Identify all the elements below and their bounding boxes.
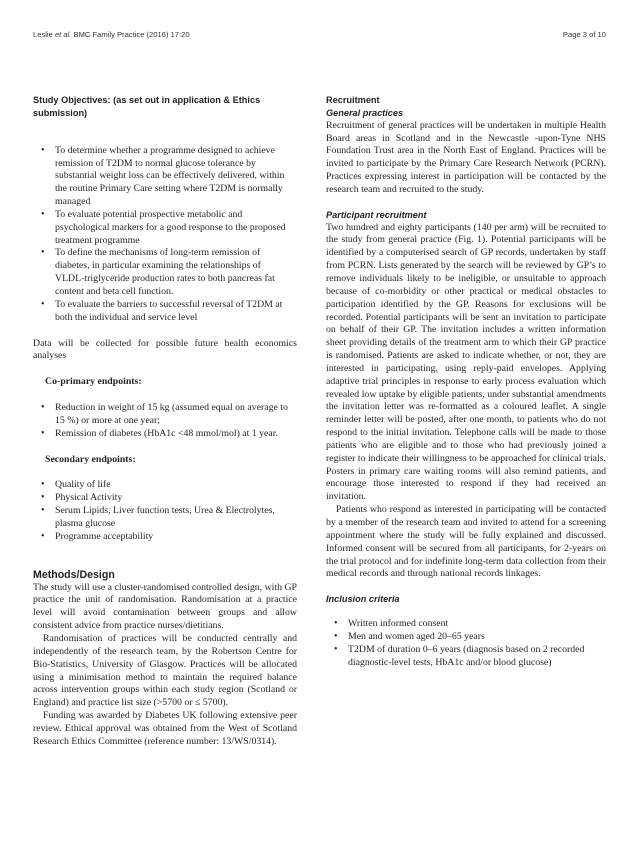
running-header-citation: Leslie et al. BMC Family Practice (2016) 17:20 <box>33 30 190 39</box>
methods-paragraph-2: Randomisation of practices will be conducted centrally and independently of the research team, by the Robertson Centre for Bio-Statistics, University of Glasgow. Practices will be allocated using a minimisation method to maintain the required balance across intervention groups within each study region (Scotland or England) and practice list size (>5700 or ≤ 5700). <box>33 633 297 709</box>
participant-paragraph-2: Patients who respond as interested in participating will be contacted by a member of the research team and invited to attend for a screening appointment where the study will be fully explained and discussed. Informed consent will be secured from all participants, for 2-years on the trial protocol and for indefinite long-term data collection from their medical records and through national records linkages. <box>326 504 606 580</box>
list-item: • Programme acceptability <box>33 531 297 544</box>
participant-recruitment-heading: Participant recruitment <box>326 209 427 220</box>
list-item: • Written informed consent <box>326 618 606 631</box>
recruitment-heading: Recruitment <box>326 95 380 105</box>
methods-paragraph-3: Funding was awarded by Diabetes UK following extensive peer review. Ethical approval was obtained from the West of Scotland Research Ethics Committee (reference number: 13/WS/0314). <box>33 710 297 747</box>
list-item: • To determine whether a programme designed to achieve remission of T2DM to normal glucose tolerance by substantial weight loss can be effectively delivered, within the routine Primary Care setting where T2DM is normally managed <box>33 145 297 209</box>
data-collection-note: Data will be collected for possible future health economics analyses <box>33 337 297 362</box>
list-item: • Men and women aged 20–65 years <box>326 631 606 644</box>
list-item: • To define the mechanisms of long-term remission of diabetes, in particular examining the relationships of VLDL-triglyceride production rates to both pancreas fat content and beta cell function. <box>33 247 297 298</box>
list-item: • Reduction in weight of 15 kg (assumed equal on average to 15 %) or more at one year; <box>33 402 297 428</box>
objectives-list <box>33 145 297 325</box>
coprimary-heading: Co-primary endpoints: <box>45 376 142 388</box>
methods-paragraph-1: The study will use a cluster-randomised controlled design, with GP practice the unit of randomisation. Randomisation at a practice level will avoid contamination between groups and allow consistent advice from practice nurses/dietitians. <box>33 581 297 632</box>
coprimary-list <box>33 402 297 441</box>
inclusion-criteria-heading: Inclusion criteria <box>326 594 400 605</box>
page-number: Page 3 of 10 <box>562 30 606 39</box>
inclusion-list <box>326 618 606 669</box>
list-item: • T2DM of duration 0–6 years (diagnosis based on 2 recorded diagnostic-level tests, HbA1c and/or blood glucose) <box>326 644 606 670</box>
list-item: • To evaluate potential prospective metabolic and psychological markers for a good response to the proposed treatment programme <box>33 209 297 248</box>
list-item: • To evaluate the barriers to successful reversal of T2DM at both the individual and service level <box>33 299 297 325</box>
list-item: • Physical Activity <box>33 492 297 505</box>
participant-paragraph-1: Two hundred and eighty participants (140 per arm) will be recruited to the study from general practice (Fig. 1). Potential participants will be identified by a computerised search of GP records, undertaken by staff from PCRN. Lists generated by the search will be reviewed by GP’s to remove individuals likely to be ineligible, or unsuitable to approach because of co-morbidity or other practical or medical obstacles to participation identified by the GP. Reasons for exclusions will be recorded. Potential participants will be sent an invitation to participate on behalf of their GP. The invitation includes a written information sheet providing details of the treatment arm to which their GP practice is randomised. Patients are asked to indicate whether, or not, they are interested in participating, using reply-paid envelopes. Applying adaptive trial principles in response to early process evaluation which revealed low uptake by eligible patients, under substantial amendments the invitation letter was re-formatted as a coloured leaflet. A single reminder letter will be posted, after one month, to patients who do not respond to the initial invitation. Telephone calls will be made to those patients who are eligible and to those who had previously joined a register to indicate their willingness to be approached for clinical trials. Posters in primary care waiting rooms will also remind patients, and encourage those interested to respond if they had received an invitation. <box>326 221 606 503</box>
general-practices-paragraph: Recruitment of general practices will be undertaken in multiple Health Board areas in Scotland and in the Newcastle -upon-Tyne NHS Foundation Trust area in the North East of England. Practices will be invited to participate by the Primary Care Research Network (PCRN). Practices expressing interest in participation will be contacted by the research team and recruited to the study. <box>326 119 606 195</box>
left-column <box>33 94 297 749</box>
secondary-list <box>33 479 297 543</box>
list-item: • Quality of life <box>33 479 297 492</box>
list-item: • Serum Lipids, Liver function tests, Urea & Electrolytes, plasma glucose <box>33 505 297 531</box>
secondary-heading: Secondary endpoints: <box>45 453 136 465</box>
list-item: • Remission of diabetes (HbA1c <48 mmol/mol) at 1 year. <box>33 428 297 441</box>
right-column <box>326 94 606 669</box>
general-practices-heading: General practices <box>326 107 404 118</box>
methods-heading: Methods/Design <box>33 568 115 581</box>
objectives-heading: Study Objectives: (as set out in application & Ethics submission) <box>33 95 261 118</box>
